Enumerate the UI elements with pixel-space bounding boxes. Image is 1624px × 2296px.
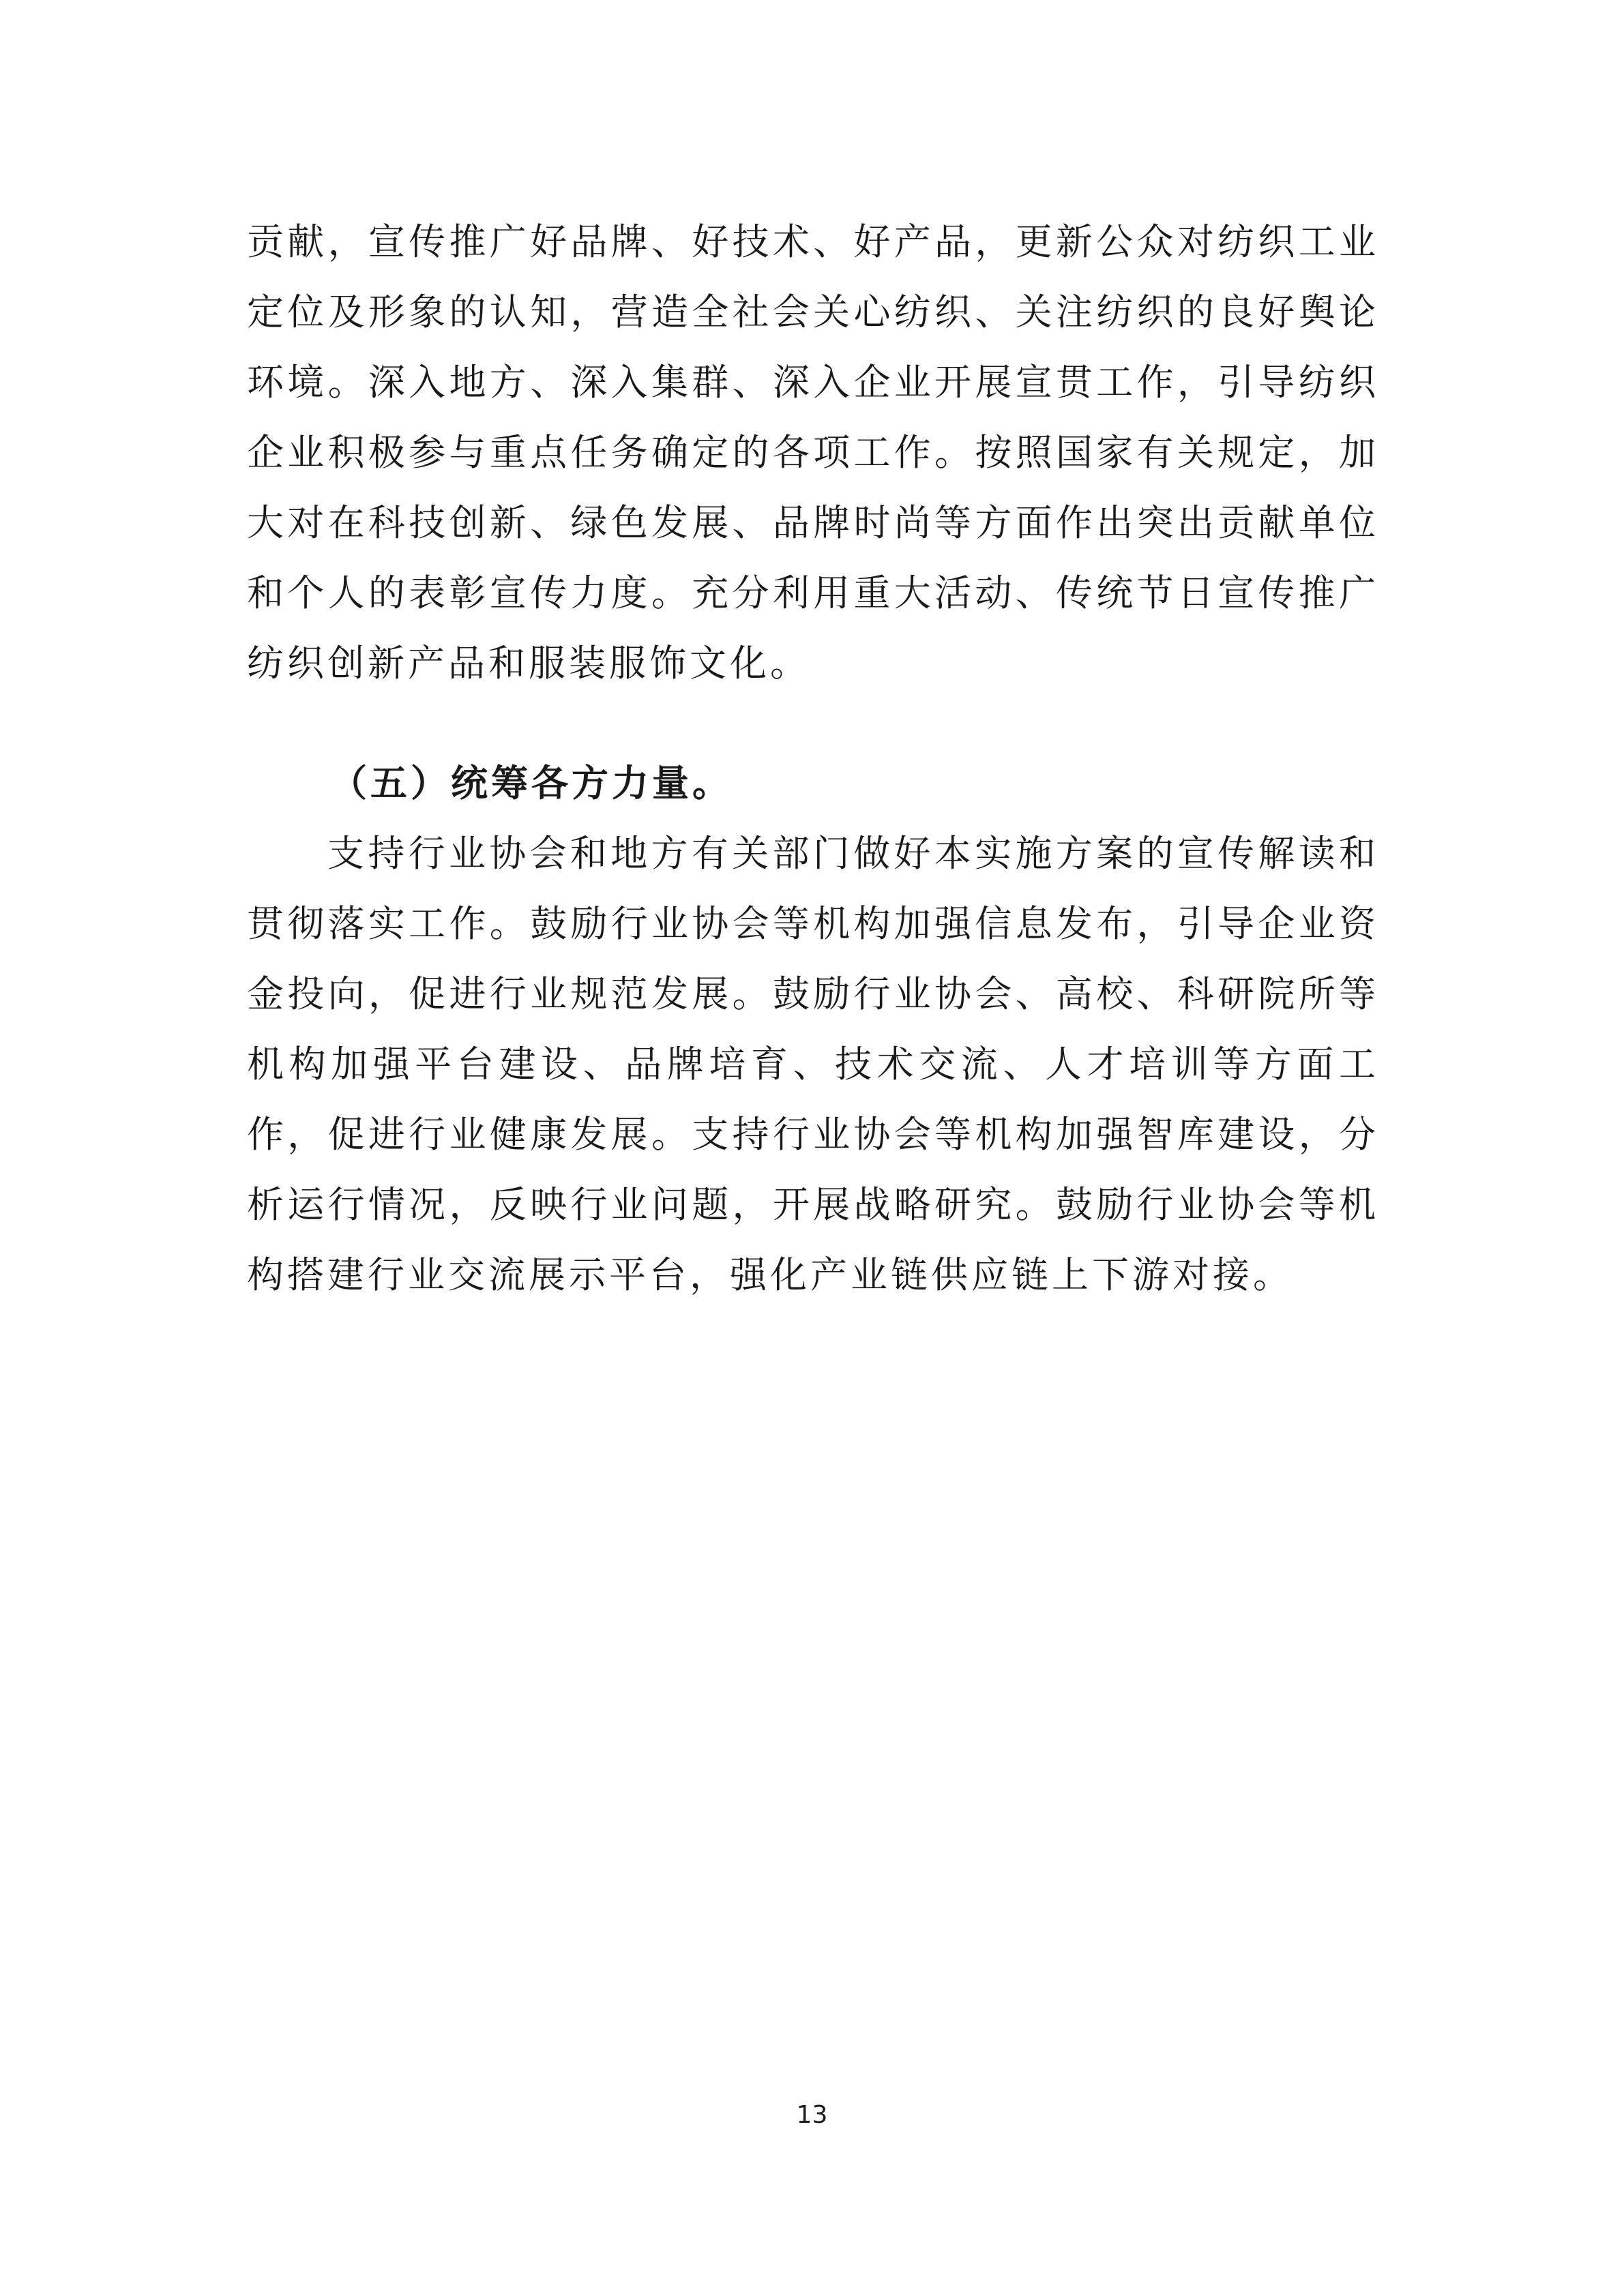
section-heading: （五）统筹各方力量。 (330, 762, 733, 805)
body-paragraph-1: 贡献，宣传推广好品牌、好技术、好产品，更新公众对纺织工业定位及形象的认知，营造全社会关心纺织、关注纺织的良好舆论环境。深入地方、深入集群、深入企业开展宣贯工作，引导纺织企业积极参与重点任务确定的各项工作。按照国家有关规定，加大对在科技创新、绿色发展、品牌时尚等方面作出突出贡献单位和个人的表彰宣传力度。充分利用重大活动、传统节日宣传推广纺织创新产品和服装服饰文化。 (247, 220, 1379, 685)
body-paragraph-2: 支持行业协会和地方有关部门做好本实施方案的宣传解读和贯彻落实工作。鼓励行业协会等机构加强信息发布，引导企业资金投向，促进行业规范发展。鼓励行业协会、高校、科研院所等机构加强平台建设、品牌培育、技术交流、人才培训等方面工作，促进行业健康发展。支持行业协会等机构加强智库建设，分析运行情况，反映行业问题，开展战略研究。鼓励行业协会等机构搭建行业交流展示平台，强化产业链供应链上下游对接。 (247, 832, 1379, 1296)
page-number: 13 (796, 2101, 828, 2129)
